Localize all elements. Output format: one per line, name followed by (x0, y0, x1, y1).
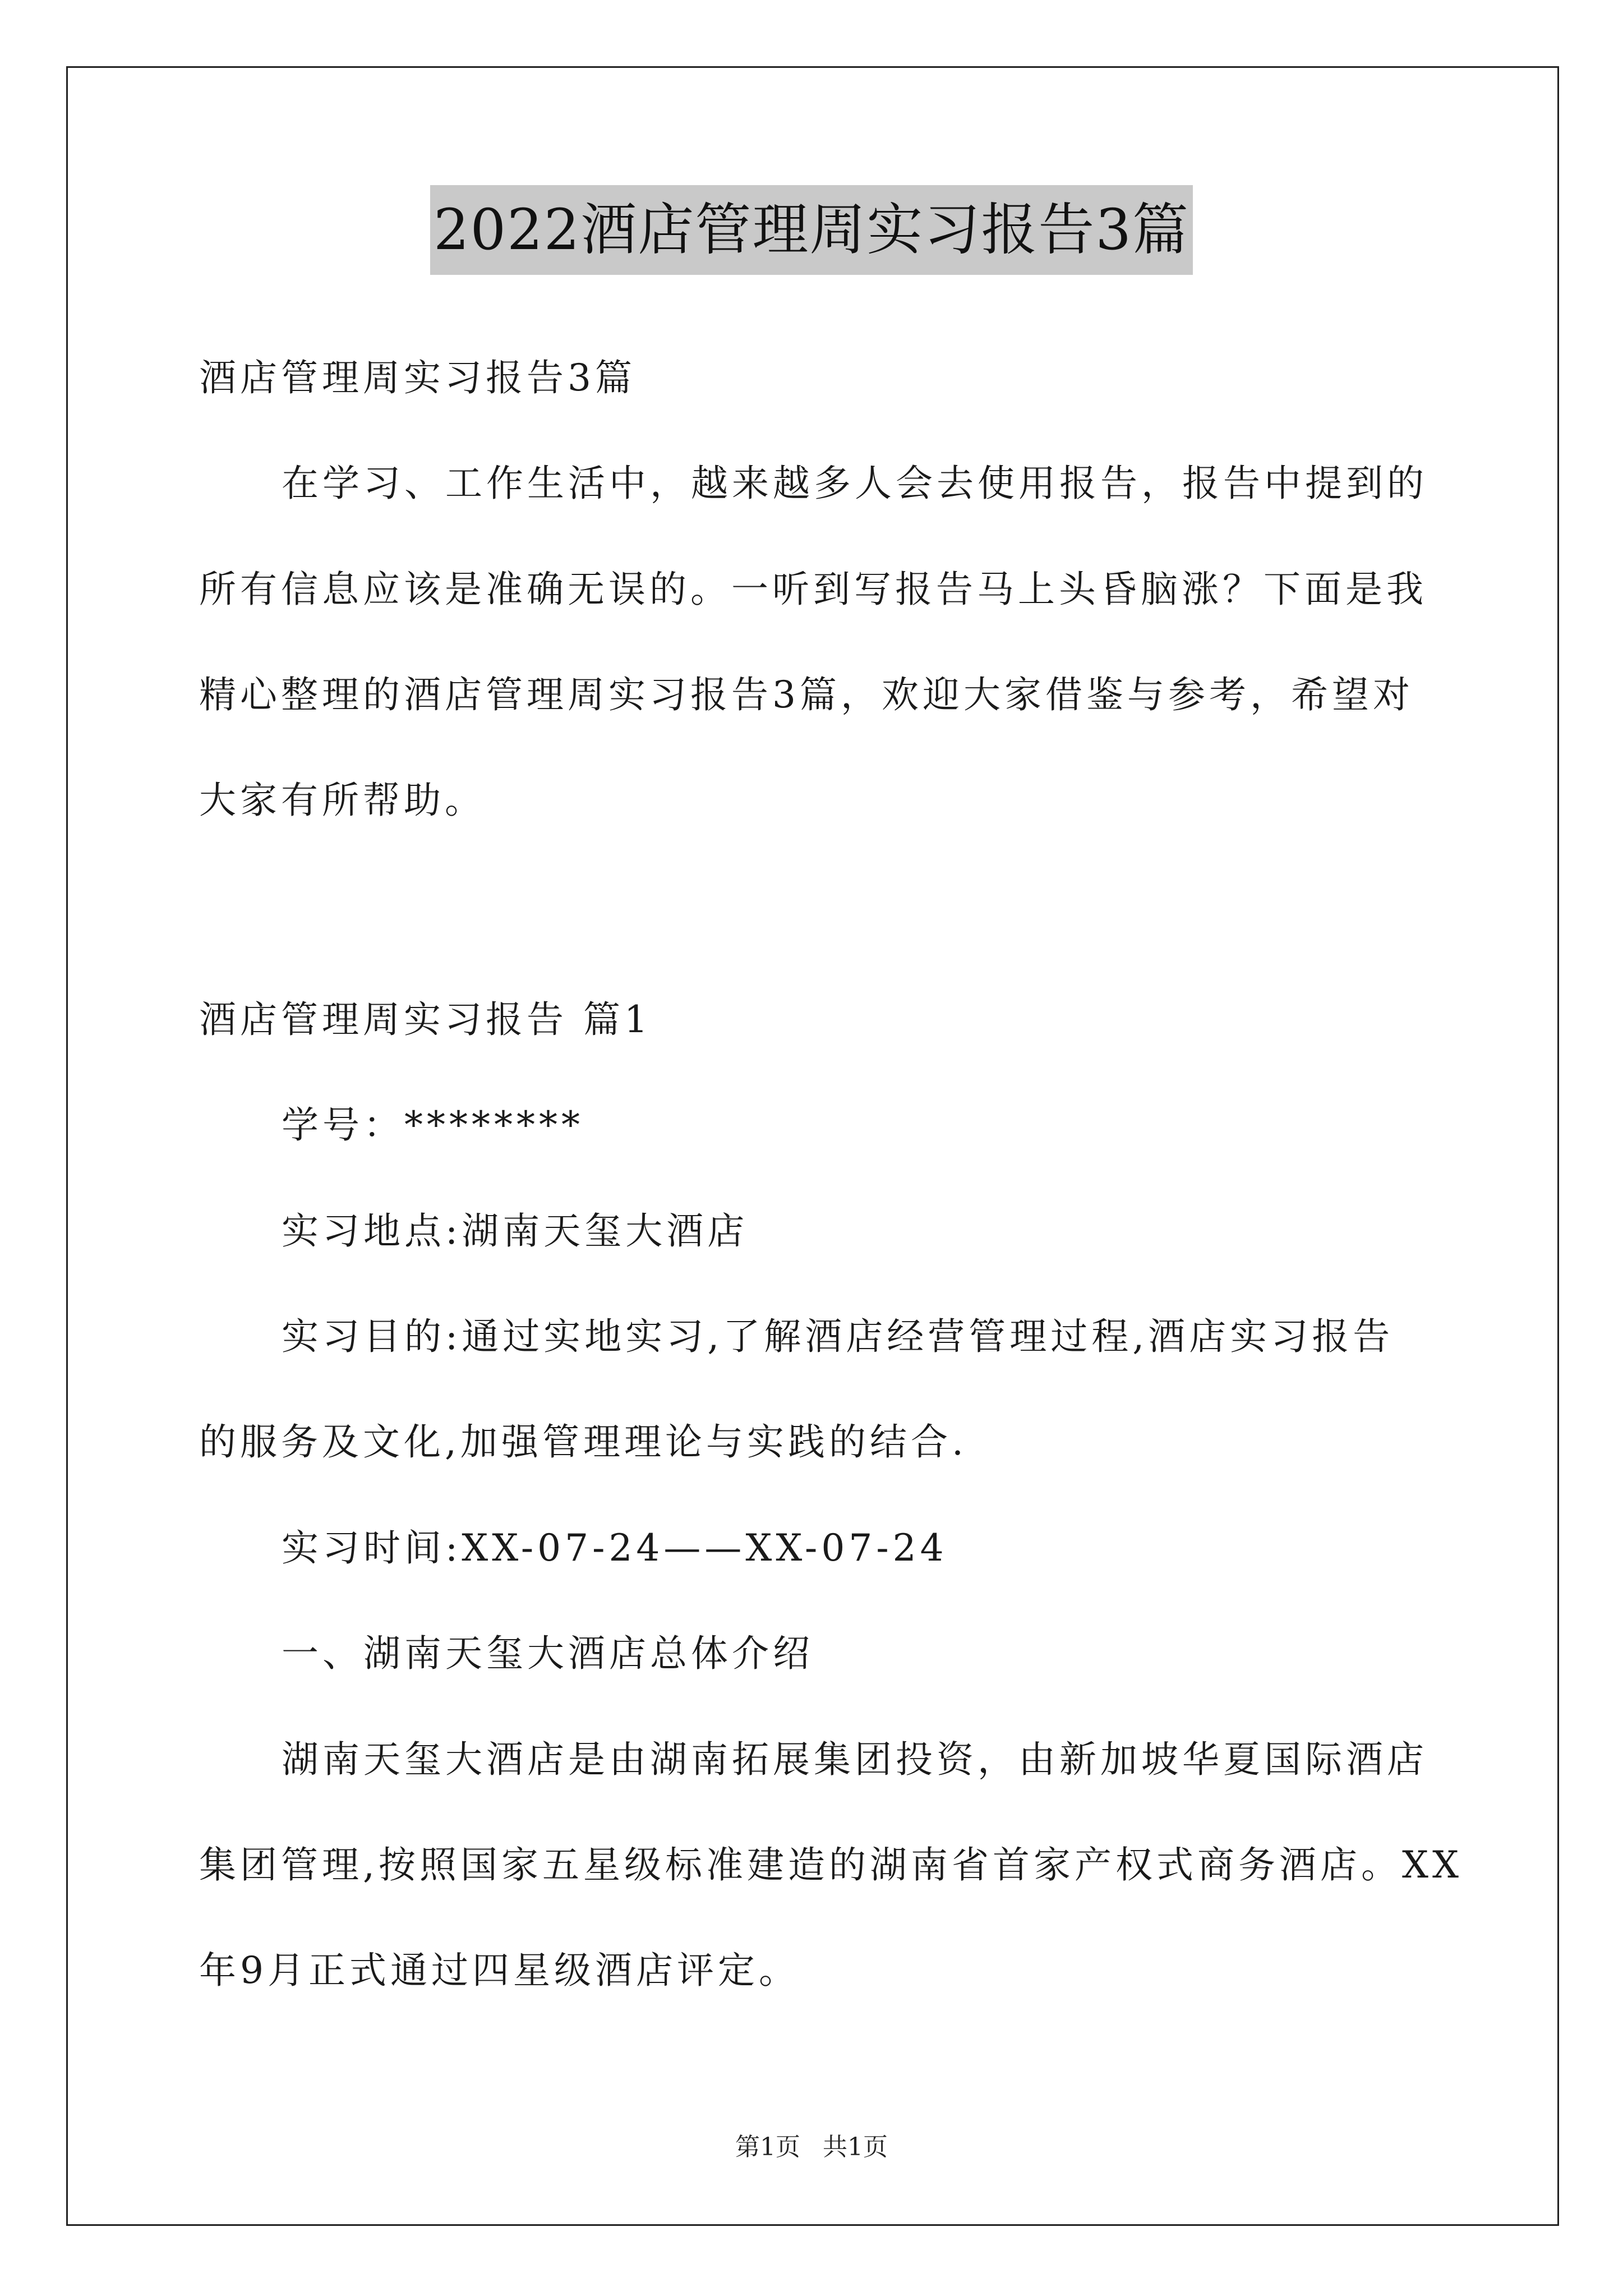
page-footer (0, 2132, 1623, 2163)
internship-time: 实习时间:XX-07-24——XX-07-24 (282, 1526, 948, 1570)
document-title: 2022酒店管理周实习报告3篇 (430, 185, 1193, 275)
body-line-3: 年9月正式通过四星级酒店评定。 (199, 1949, 800, 1992)
section-heading: 酒店管理周实习报告 篇1 (199, 998, 652, 1041)
intro-line-3: 精心整理的酒店管理周实习报告3篇，欢迎大家借鉴与参考，希望对 (199, 673, 1414, 716)
body-line-1: 湖南天玺大酒店是由湖南拓展集团投资，由新加坡华夏国际酒店 (282, 1738, 1428, 1781)
page-number-current: 第1页 (735, 2133, 800, 2161)
subtitle: 酒店管理周实习报告3篇 (199, 356, 636, 399)
intro-line-1: 在学习、工作生活中，越来越多人会去使用报告，报告中提到的 (282, 462, 1428, 505)
body-line-2: 集团管理,按照国家五星级标准建造的湖南省首家产权式商务酒店。XX (199, 1843, 1463, 1887)
page-number-total: 共1页 (823, 2133, 888, 2161)
purpose-line-1: 实习目的:通过实地实习,了解酒店经营管理过程,酒店实习报告 (282, 1315, 1394, 1358)
intro-line-4: 大家有所帮助。 (199, 779, 486, 822)
student-id: 学号：******** (282, 1103, 584, 1147)
internship-location: 实习地点:湖南天玺大酒店 (282, 1209, 749, 1253)
title-block (0, 185, 1623, 275)
part-heading: 一、湖南天玺大酒店总体介绍 (282, 1632, 814, 1675)
purpose-line-2: 的服务及文化,加强管理理论与实践的结合. (199, 1420, 967, 1464)
intro-line-2: 所有信息应该是准确无误的。一听到写报告马上头昏脑涨？下面是我 (199, 568, 1427, 611)
